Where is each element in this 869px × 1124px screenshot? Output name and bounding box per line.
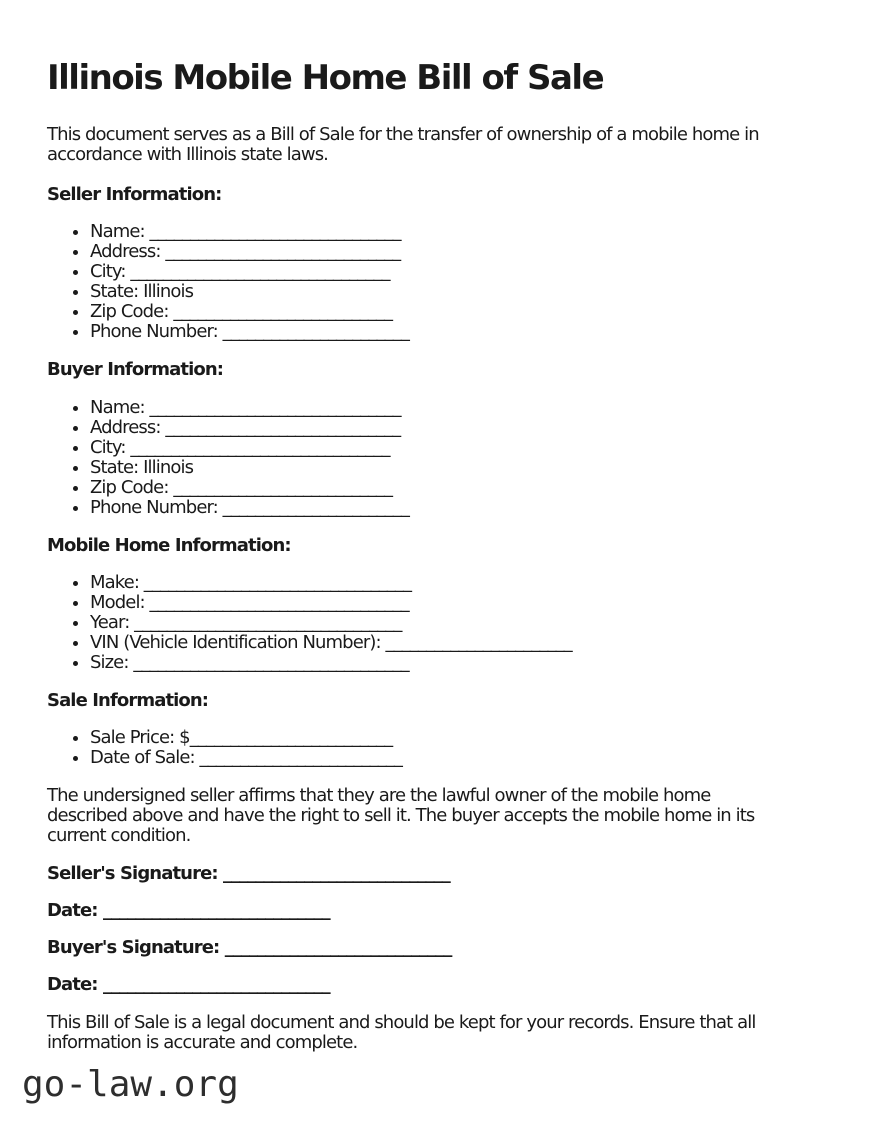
seller-name-field: • Name: _______________________________: [90, 222, 795, 242]
footer-note-line-1: This Bill of Sale is a legal document and should be kept for your records. Ensure that all: [47, 1012, 756, 1033]
section-heading-mobile-home-information: Mobile Home Information:: [47, 535, 291, 556]
footer-note-paragraph: [47, 1013, 795, 1053]
document-title: Illinois Mobile Home Bill of Sale: [47, 58, 604, 98]
sale-information-list: [47, 728, 795, 768]
intro-line-1: This document serves as a Bill of Sale for the transfer of ownership of a mobile home in: [47, 124, 759, 145]
date-of-sale-field: • Date of Sale: _________________________: [90, 748, 795, 768]
buyer-phone-number-field: • Phone Number: _______________________: [90, 498, 795, 518]
mobile-home-size-field: • Size: __________________________________: [90, 653, 795, 673]
intro-paragraph: [47, 125, 795, 165]
buyer-information-list: [47, 398, 795, 518]
affirmation-line-1: The undersigned seller affirms that they are the lawful owner of the mobile home: [47, 785, 711, 806]
footer-note-line-2: information is accurate and complete.: [47, 1032, 358, 1053]
seller-zip-code-field: • Zip Code: ___________________________: [90, 302, 795, 322]
affirmation-line-3: current condition.: [47, 825, 191, 846]
intro-line-2: accordance with Illinois state laws.: [47, 144, 328, 165]
seller-signature-date-line: Date: ____________________________: [47, 900, 330, 921]
section-heading-seller-information: Seller Information:: [47, 184, 222, 205]
buyer-name-field: • Name: _______________________________: [90, 398, 795, 418]
seller-address-field: • Address: _____________________________: [90, 242, 795, 262]
buyer-signature-line: Buyer's Signature: ____________________________: [47, 937, 452, 958]
buyer-signature-date-line: Date: ____________________________: [47, 974, 330, 995]
mobile-home-information-list: [47, 573, 795, 673]
affirmation-paragraph: [47, 786, 795, 846]
buyer-state-field: • State: Illinois: [90, 458, 795, 478]
mobile-home-model-field: • Model: ________________________________: [90, 593, 795, 613]
seller-city-field: • City: ________________________________: [90, 262, 795, 282]
seller-phone-number-field: • Phone Number: _______________________: [90, 322, 795, 342]
go-law-watermark: go-law.org: [22, 1064, 239, 1105]
section-heading-sale-information: Sale Information:: [47, 690, 209, 711]
buyer-address-field: • Address: _____________________________: [90, 418, 795, 438]
buyer-zip-code-field: • Zip Code: ___________________________: [90, 478, 795, 498]
mobile-home-vin-field: • VIN (Vehicle Identification Number): _______________________: [90, 633, 795, 653]
mobile-home-make-field: • Make: _________________________________: [90, 573, 795, 593]
seller-state-field: • State: Illinois: [90, 282, 795, 302]
affirmation-line-2: described above and have the right to sell it. The buyer accepts the mobile home in its: [47, 805, 755, 826]
mobile-home-year-field: • Year: _________________________________: [90, 613, 795, 633]
section-heading-buyer-information: Buyer Information:: [47, 359, 224, 380]
seller-information-list: [47, 222, 795, 342]
buyer-city-field: • City: ________________________________: [90, 438, 795, 458]
sale-price-field: • Sale Price: $_________________________: [90, 728, 795, 748]
seller-signature-line: Seller's Signature: ____________________________: [47, 863, 450, 884]
